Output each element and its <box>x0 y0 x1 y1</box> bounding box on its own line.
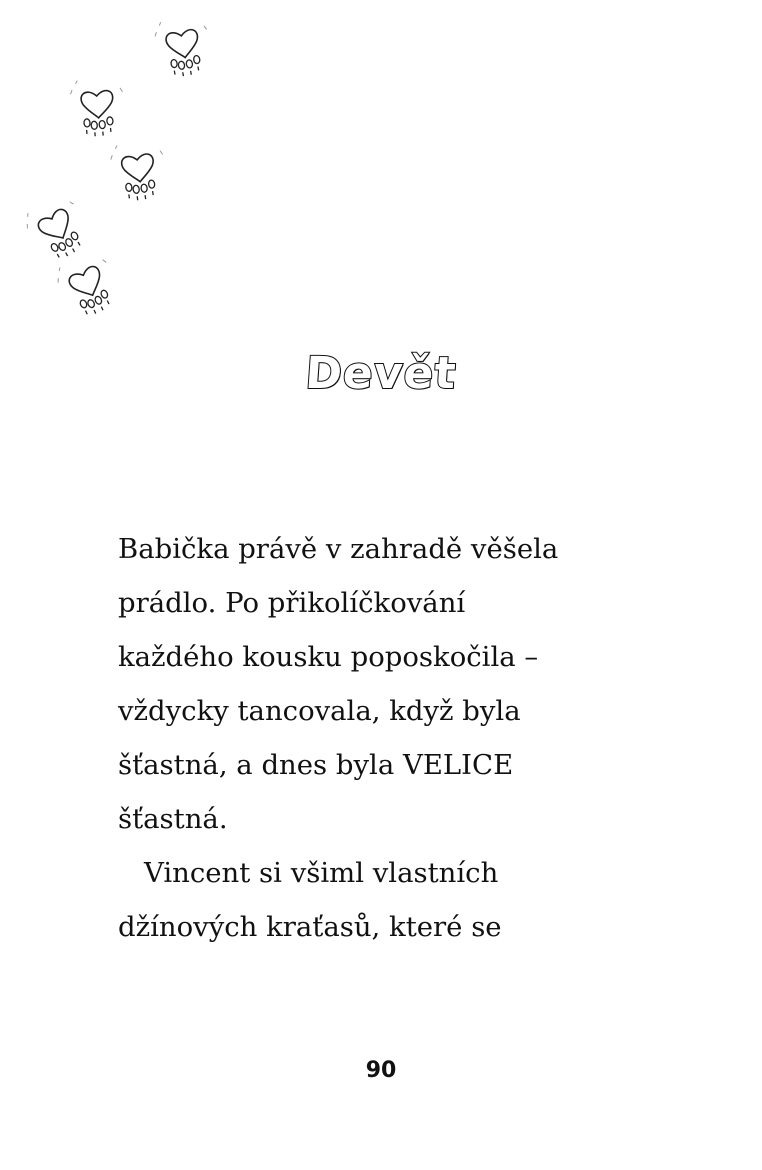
chapter-title: Devět <box>303 348 459 399</box>
page-number: 90 <box>365 1058 397 1083</box>
text-line: Vincent si všiml vlastních <box>144 857 499 889</box>
text-line: každého kousku poposkočila – <box>118 641 539 673</box>
paw-print-icon <box>53 249 124 323</box>
paw-prints-illustration <box>0 0 240 340</box>
paw-print-icon <box>109 139 168 203</box>
text-line: džínových kraťasů, které se <box>118 911 502 943</box>
paw-prints-decoration <box>0 0 240 340</box>
paw-print-icon <box>153 15 214 80</box>
text-line: šťastná. <box>118 803 228 835</box>
paw-print-icon <box>21 191 95 266</box>
text-line: prádlo. Po přikolíčkování <box>118 587 466 619</box>
body-text <box>118 522 678 954</box>
text-line: Babička právě v zahradě věšela <box>118 533 559 565</box>
paw-print-icon <box>69 77 126 138</box>
text-line: šťastná, a dnes byla VELICE <box>118 749 514 781</box>
text-line: vždycky tancovala, když byla <box>118 695 521 727</box>
